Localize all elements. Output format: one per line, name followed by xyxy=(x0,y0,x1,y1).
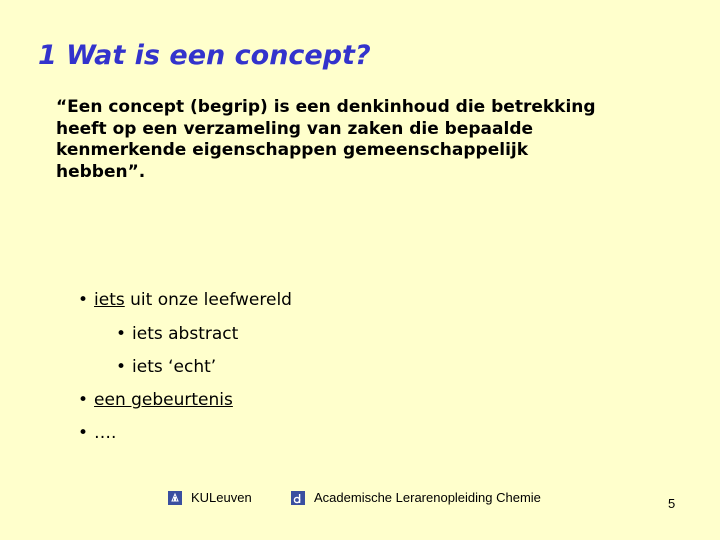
bullet-text: uit onze leefwereld xyxy=(124,290,292,310)
bullet-dot: • xyxy=(116,324,127,344)
bullet-dot: • xyxy=(116,357,127,377)
bullet-dot: • xyxy=(78,423,89,443)
footer-kuleuven xyxy=(168,490,252,505)
bullet-underlined-text: iets xyxy=(94,290,125,310)
bullet-text: iets ‘echt’ xyxy=(132,357,217,377)
footer-alo xyxy=(291,490,541,505)
bullet-item xyxy=(78,423,116,443)
definition-line: hebben”. xyxy=(56,161,146,182)
definition-line: “Een concept (begrip) is een denkinhoud die betrekking xyxy=(56,97,596,117)
bullet-item xyxy=(78,290,292,310)
footer-kuleuven-label: KULeuven xyxy=(191,490,252,505)
bullet-dot: • xyxy=(78,290,89,310)
definition-quote xyxy=(56,97,656,183)
definition-line: heeft op een verzameling van zaken die bepaalde xyxy=(56,118,534,139)
kuleuven-logo-icon xyxy=(168,491,182,505)
bullet-dot: • xyxy=(78,390,89,410)
bullet-text: iets abstract xyxy=(132,324,239,344)
definition-line: kenmerkende eigenschappen gemeenschappelijk xyxy=(56,140,529,160)
bullet-underlined-text: een gebeurtenis xyxy=(94,390,233,410)
page-number: 5 xyxy=(668,496,676,511)
alo-logo-icon xyxy=(291,491,305,505)
bullet-text: …. xyxy=(94,423,117,443)
footer-alo-label: Academische Lerarenopleiding Chemie xyxy=(314,490,541,505)
bullet-item xyxy=(78,390,233,410)
bullet-item xyxy=(116,324,238,344)
bullet-item xyxy=(116,357,216,377)
slide-title: 1 Wat is een concept? xyxy=(38,40,371,71)
